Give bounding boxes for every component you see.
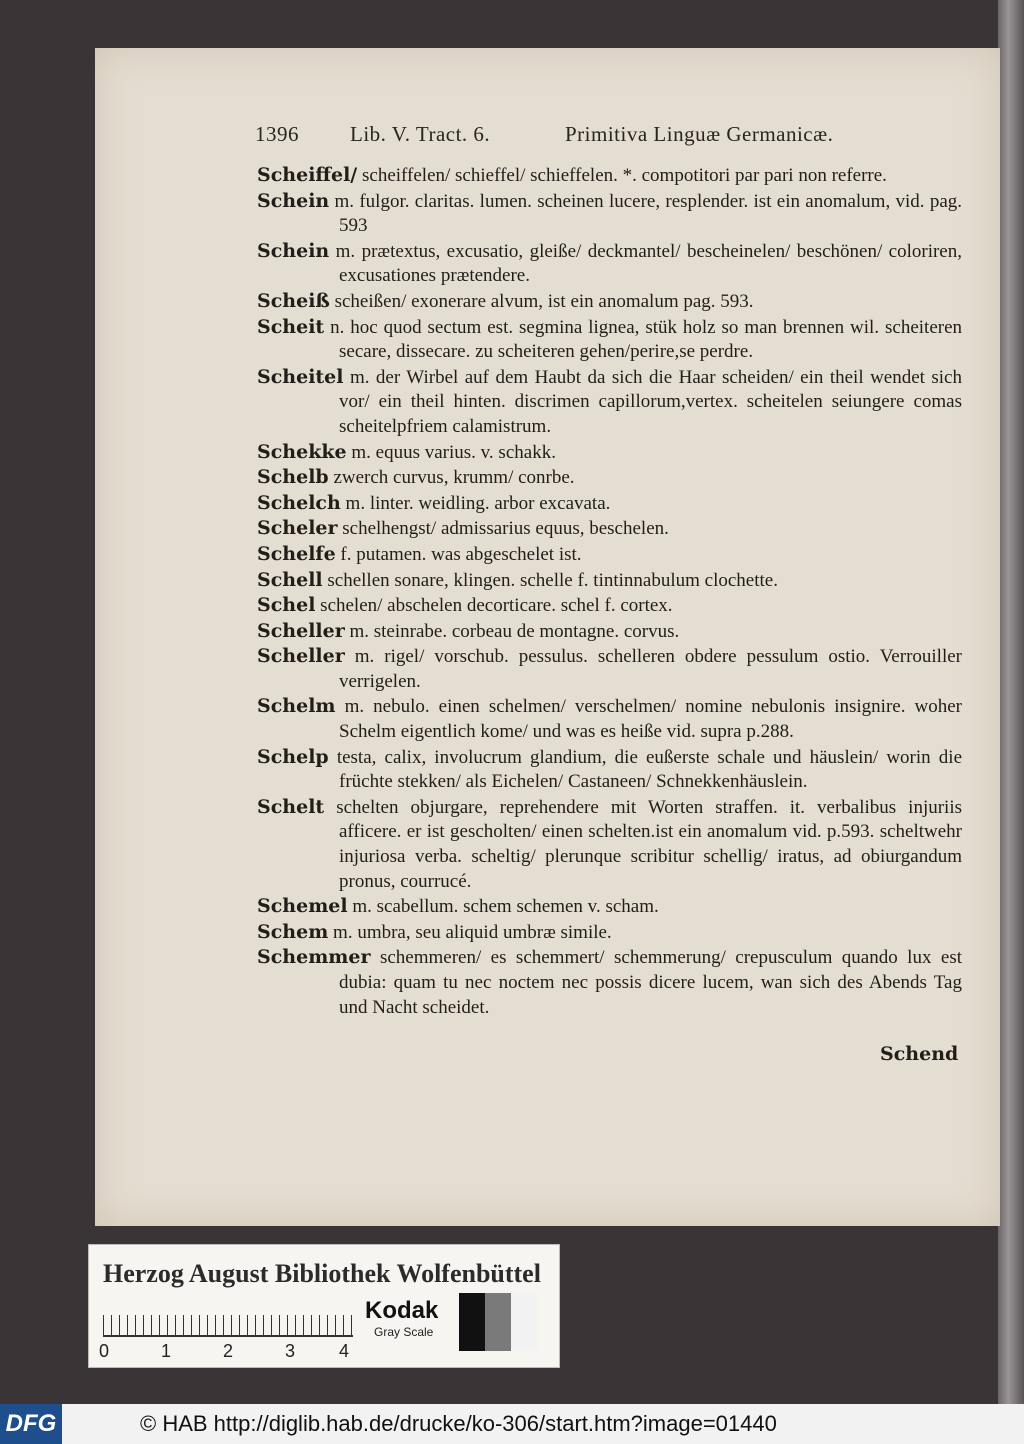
dictionary-entry: [257, 365, 962, 440]
entry-text: schelen/ abschelen decorticare. schel f. cortex.: [320, 595, 673, 617]
entry-headword: Scheler: [257, 517, 338, 540]
entry-headword: Schel: [257, 594, 316, 617]
entry-headword: Schelm: [257, 695, 336, 718]
dictionary-entry: [257, 163, 962, 189]
ruler-number: 2: [223, 1341, 234, 1361]
dictionary-entry: [257, 745, 962, 795]
entry-headword: Schein: [257, 239, 330, 262]
entry-headword: Schell: [257, 568, 323, 591]
dfg-logo[interactable]: DFG: [0, 1404, 62, 1444]
dictionary-entry: [257, 315, 962, 365]
entry-text: m. umbra, seu aliquid umbræ simile.: [333, 921, 612, 943]
dictionary-entry: [257, 516, 962, 542]
entry-headword: Schelfe: [257, 542, 336, 565]
footer-bar: [0, 1404, 1024, 1444]
entry-headword: Scheitel: [257, 365, 344, 388]
library-name: Herzog August Bibliothek Wolfenbüttel: [103, 1259, 541, 1288]
dictionary-entry: [257, 920, 962, 946]
gray-scale-label: Gray Scale: [374, 1325, 434, 1339]
entry-headword: Schemel: [257, 895, 348, 918]
dictionary-entry: [257, 619, 962, 645]
entry-text: m. scabellum. schem schemen v. scham.: [352, 896, 659, 918]
dictionary-entry: [257, 440, 962, 466]
catchword: Schend: [880, 1043, 959, 1065]
dictionary-entry: [257, 694, 962, 744]
dictionary-entry: [257, 945, 962, 1020]
entry-text: testa, calix, involucrum glandium, die eußerste schale und häuslein/ worin die früchte stekken/ als Eichelen/ Castaneen/ Schnekkenhäuslein.: [336, 746, 962, 793]
entry-headword: Schemmer: [257, 946, 371, 969]
dictionary-entry: [257, 644, 962, 694]
section-ref: Lib. V. Tract. 6.: [350, 122, 491, 146]
entry-headword: Scheit: [257, 315, 325, 338]
ruler-number: 4: [339, 1341, 350, 1361]
page-number: 1396: [255, 122, 299, 146]
dictionary-entry: [257, 542, 962, 568]
entry-headword: Scheiß: [257, 289, 330, 312]
entry-headword: Scheller: [257, 619, 345, 642]
dictionary-entry: [257, 795, 962, 894]
entry-text: zwerch curvus, krumm/ conrbe.: [333, 467, 575, 489]
entry-headword: Schein: [257, 189, 330, 212]
running-title: Primitiva Linguæ Germanicæ.: [565, 122, 834, 146]
entry-text: m. steinrabe. corbeau de montagne. corvus.: [349, 620, 680, 642]
entry-text: schemmeren/ es schemmert/ schemmerung/ crepusculum quando lux est dubia: quam tu nec noctem nec possis dicere lucem, wan sich des Abends Tag und Nacht scheidet.: [339, 947, 962, 1018]
dictionary-entry: [257, 491, 962, 517]
swatch-white: [511, 1293, 537, 1351]
dictionary-entry: [257, 593, 962, 619]
entry-text: schellen sonare, klingen. schelle f. tintinnabulum clochette.: [327, 569, 778, 591]
entry-text: m. linter. weidling. arbor excavata.: [345, 492, 611, 514]
entry-text: schelten objurgare, reprehendere mit Worten straffen. it. verbalibus injuriis afficere. er ist gescholten/ einen schelten.ist ein anomalum vid. p.593. scheltwehr injuriosa verba. scheltig/ plerunque scribitur schellig/ iratus, ad obiurgandum pronus, courrucé.: [336, 796, 963, 892]
entry-headword: Schelt: [257, 795, 325, 818]
ruler-number: 1: [161, 1341, 172, 1361]
library-color-card: [88, 1244, 560, 1368]
page-header: [255, 122, 895, 147]
entry-text: m. nebulo. einen schelmen/ verschelmen/ nomine nebulonis insignire. woher Schelm eigentlich kome/ und was es heiße vid. supra p.288.: [339, 696, 962, 743]
entry-text: m. prætextus, excusatio, gleiße/ deckmantel/ bescheinelen/ beschönen/ coloriren, excusationes prætendere.: [335, 240, 962, 287]
entry-text: m. equus varius. v. schakk.: [351, 441, 556, 463]
swatch-gray: [485, 1293, 511, 1351]
entry-text: scheiffelen/ schieffel/ schieffelen. *. compotitori par pari non referre.: [362, 165, 887, 186]
kodak-logo: Kodak: [365, 1297, 439, 1324]
entry-text: schelhengst/ admissarius equus, beschelen.: [342, 518, 669, 540]
entry-text: f. putamen. was abgeschelet ist.: [340, 543, 582, 565]
dictionary-entry: [257, 239, 962, 289]
entry-text: scheißen/ exonerare alvum, ist ein anomalum pag. 593.: [334, 290, 754, 312]
dictionary-entry: [257, 189, 962, 239]
entry-headword: Scheller: [257, 645, 345, 668]
entry-headword: Schekke: [257, 440, 347, 463]
dictionary-entry: [257, 568, 962, 594]
entry-headword: Schem: [257, 920, 329, 943]
ruler-number: 3: [285, 1341, 296, 1361]
entry-text: n. hoc quod sectum est. segmina lignea, stük holz so man brennen wil. scheiteren secare, dissecare. zu scheiteren gehen/perire,se perdre.: [330, 316, 963, 363]
entry-text: m. fulgor. claritas. lumen. scheinen lucere, resplender. ist ein anomalum, vid. pag. 593: [334, 190, 963, 237]
copyright-link[interactable]: © HAB http://diglib.hab.de/drucke/ko-306/start.htm?image=01440: [140, 1411, 777, 1436]
entry-headword: Schelch: [257, 491, 341, 514]
dictionary-entry: [257, 894, 962, 920]
dictionary-entry: [257, 465, 962, 491]
swatch-black: [459, 1293, 485, 1351]
entry-text: m. der Wirbel auf dem Haubt da sich die Haar scheiden/ ein theil wendet sich vor/ ein theil hinten. discrimen capillorum,vertex. scheitelen seiungere comas scheitelpfriem calamistrum.: [339, 366, 962, 437]
entry-text: m. rigel/ vorschub. pessulus. schelleren obdere pessulum ostio. Verrouiller verrigelen.: [339, 646, 962, 692]
entry-headword: Schelp: [257, 745, 329, 768]
dictionary-entries: [257, 163, 962, 1020]
ruler-number: 0: [99, 1341, 110, 1361]
entry-headword: Scheiffel/: [257, 164, 358, 186]
entry-headword: Schelb: [257, 466, 329, 489]
book-spine: [998, 0, 1024, 1444]
scale-ruler: [103, 1305, 353, 1337]
dictionary-entry: [257, 289, 962, 315]
